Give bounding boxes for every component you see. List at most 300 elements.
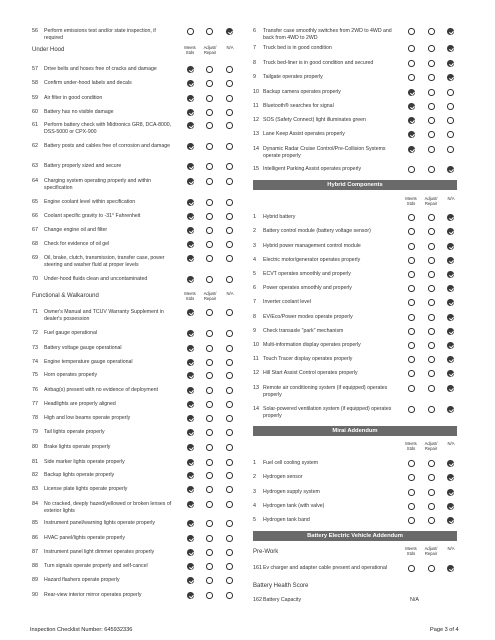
section-title-under-hood: Under Hood [32,47,65,53]
item-number: 78 [32,415,38,421]
item-number: 6 [253,28,256,34]
adjust-repair-radio[interactable] [428,257,435,264]
na-radio[interactable] [226,359,233,366]
na-radio[interactable] [447,214,454,221]
item-text: Instrument panel/warning lights operate properly [44,520,156,526]
item-text: Tailgate operates properly [263,74,323,80]
adjust-repair-radio[interactable] [206,199,213,206]
section-title-prework: Pre-Work [253,549,279,555]
adjust-repair-radio[interactable] [428,342,435,349]
na-radio[interactable] [447,342,454,349]
na-radio[interactable] [226,109,233,116]
na-radio[interactable] [226,227,233,234]
na-radio[interactable] [447,166,454,173]
item-number: 63 [32,163,38,169]
adjust-repair-radio[interactable] [206,592,213,599]
adjust-repair-radio[interactable] [428,214,435,221]
adjust-repair-radio[interactable] [206,309,213,316]
item-text: Battery voltage gauge operational [44,345,122,351]
meets-stds-radio[interactable] [408,370,415,377]
na-radio[interactable] [447,117,454,124]
item-text: Horn operates properly [44,372,98,378]
adjust-repair-radio[interactable] [206,535,213,542]
adjust-repair-radio[interactable] [428,74,435,81]
item-number: 2 [253,474,256,480]
section-title-battery-health: Battery Health Score [253,583,309,589]
item-number: 162 [253,597,262,603]
na-radio[interactable] [447,370,454,377]
adjust-repair-radio[interactable] [206,501,213,508]
meets-stds-radio[interactable] [187,486,194,493]
item-text: Airbag(s) present with no evidence of deployment [44,387,158,393]
na-radio[interactable] [226,549,233,556]
adjust-repair-radio[interactable] [206,66,213,73]
meets-stds-radio[interactable] [408,257,415,264]
meets-stds-radio[interactable] [187,227,194,234]
meets-stds-radio[interactable] [187,372,194,379]
meets-stds-radio[interactable] [408,314,415,321]
item-number: 74 [32,359,38,365]
na-radio[interactable] [226,345,233,352]
adjust-repair-radio[interactable] [206,227,213,234]
adjust-repair-radio[interactable] [428,89,435,96]
adjust-repair-radio[interactable] [206,345,213,352]
item-number: 72 [32,330,38,336]
item-number: 7 [253,299,256,305]
item-number: 88 [32,563,38,569]
meets-stds-radio[interactable] [187,28,194,35]
na-radio[interactable] [226,401,233,408]
meets-stds-radio[interactable] [408,342,415,349]
meets-stds-radio[interactable] [187,401,194,408]
meets-stds-radio[interactable] [408,565,415,572]
meets-stds-radio[interactable] [408,60,415,67]
item-text: Oil, brake, clutch, transmission, transfer case, power steering and washer fluid at proper levels [44,255,165,268]
section-bar-hybrid: Hybrid Components [253,180,457,190]
adjust-repair-radio[interactable] [428,406,435,413]
meets-stds-radio[interactable] [187,472,194,479]
item-number: 13 [253,385,259,391]
na-radio[interactable] [226,163,233,170]
meets-stds-radio[interactable] [408,517,415,524]
meets-stds-radio[interactable] [187,66,194,73]
item-number: 8 [253,314,256,320]
adjust-repair-radio[interactable] [206,330,213,337]
adjust-repair-radio[interactable] [428,370,435,377]
na-radio[interactable] [226,276,233,283]
na-radio[interactable] [447,243,454,250]
item-number: 64 [32,178,38,184]
na-radio[interactable] [226,415,233,422]
meets-stds-radio[interactable] [408,214,415,221]
item-text: Battery has no visible damage [44,109,114,115]
meets-stds-radio[interactable] [408,146,415,153]
meets-stds-radio[interactable] [187,415,194,422]
meets-stds-radio[interactable] [187,563,194,570]
meets-stds-radio[interactable] [187,143,194,150]
na-radio[interactable] [447,356,454,363]
na-radio[interactable] [226,501,233,508]
item-text: Air filter in good condition [44,95,103,101]
adjust-repair-radio[interactable] [206,401,213,408]
adjust-repair-radio[interactable] [206,178,213,185]
na-radio[interactable] [226,330,233,337]
na-radio[interactable] [447,517,454,524]
meets-stds-header: Meets Stds [184,45,196,55]
item-number: 1 [253,460,256,466]
adjust-repair-radio[interactable] [206,122,213,129]
na-radio[interactable] [226,66,233,73]
na-radio[interactable] [447,489,454,496]
item-text: Rear-view interior mirror operates properly [44,592,142,598]
item-number: 6 [253,285,256,291]
item-number: 10 [253,89,259,95]
na-radio[interactable] [447,74,454,81]
na-radio[interactable] [226,213,233,220]
na-radio[interactable] [447,257,454,264]
item-text: Drive belts and hoses free of cracks and damage [44,66,157,72]
meets-stds-radio[interactable] [187,255,194,262]
adjust-repair-radio[interactable] [206,372,213,379]
item-text: Inverter coolant level [263,299,311,305]
meets-stds-radio[interactable] [187,163,194,170]
adjust-repair-header: Adjust/ Repair [424,546,438,556]
na-radio[interactable] [226,459,233,466]
na-radio[interactable] [226,387,233,394]
meets-stds-radio[interactable] [408,385,415,392]
meets-stds-radio[interactable] [187,359,194,366]
na-header: N/A [226,291,234,296]
item-number: 66 [32,213,38,219]
meets-stds-radio[interactable] [187,199,194,206]
meets-stds-radio[interactable] [187,577,194,584]
item-text: EV/Eco/Power modes operate properly [263,314,353,320]
na-radio[interactable] [447,474,454,481]
adjust-repair-radio[interactable] [206,472,213,479]
meets-stds-radio[interactable] [408,406,415,413]
adjust-repair-radio[interactable] [206,28,213,35]
adjust-repair-radio[interactable] [428,299,435,306]
meets-stds-radio[interactable] [187,549,194,556]
na-radio[interactable] [226,592,233,599]
item-number: 5 [253,271,256,277]
meets-stds-radio[interactable] [187,501,194,508]
adjust-repair-radio[interactable] [206,563,213,570]
meets-stds-radio[interactable] [187,213,194,220]
na-radio[interactable] [447,60,454,67]
item-text: Electric motor/generator operates properly [263,257,361,263]
item-number: 4 [253,257,256,263]
item-number: 15 [253,166,259,172]
meets-stds-radio[interactable] [187,387,194,394]
adjust-repair-radio[interactable] [428,503,435,510]
item-text: Engine coolant level within specification [44,199,136,205]
item-text: ECVT operates smoothly and properly [263,271,351,277]
item-number: 59 [32,95,38,101]
item-number: 86 [32,535,38,541]
item-text: Hybrid power management control module [263,243,361,249]
adjust-repair-radio[interactable] [428,565,435,572]
item-number: 3 [253,243,256,249]
na-radio[interactable] [447,228,454,235]
item-number: 10 [253,342,259,348]
meets-stds-radio[interactable] [187,330,194,337]
item-text: Remote air conditioning system (if equipped) operates properly [263,385,388,398]
na-radio[interactable] [226,255,233,262]
item-number: 87 [32,549,38,555]
adjust-repair-radio[interactable] [428,489,435,496]
item-number: 8 [253,60,256,66]
adjust-repair-radio[interactable] [206,359,213,366]
na-radio[interactable] [226,520,233,527]
adjust-repair-radio[interactable] [428,60,435,67]
item-text: Hydrogen supply system [263,489,320,495]
na-radio[interactable] [447,385,454,392]
meets-stds-radio[interactable] [187,109,194,116]
adjust-repair-radio[interactable] [206,459,213,466]
na-radio[interactable] [226,80,233,87]
adjust-repair-radio[interactable] [428,314,435,321]
adjust-repair-radio[interactable] [428,45,435,52]
adjust-repair-radio[interactable] [428,385,435,392]
page-number: Page 3 of 4 [430,627,459,633]
meets-stds-radio[interactable] [408,503,415,510]
na-radio[interactable] [447,271,454,278]
adjust-repair-radio[interactable] [206,520,213,527]
na-radio[interactable] [226,122,233,129]
na-radio[interactable] [226,563,233,570]
meets-stds-radio[interactable] [408,489,415,496]
item-text: Brake lights operate properly [44,444,111,450]
item-number: 90 [32,592,38,598]
na-radio[interactable] [447,285,454,292]
adjust-repair-radio[interactable] [206,549,213,556]
na-radio[interactable] [226,143,233,150]
na-header: N/A [226,45,234,50]
adjust-repair-radio[interactable] [206,577,213,584]
adjust-repair-radio[interactable] [428,328,435,335]
item-text: Check for evidence of oil gel [44,241,110,247]
meets-stds-radio[interactable] [408,45,415,52]
meets-stds-radio[interactable] [408,89,415,96]
na-radio[interactable] [226,309,233,316]
item-text: Power operates smoothly and properly [263,285,352,291]
item-number: 1 [253,214,256,220]
item-text: SOS (Safety Connect) light illuminates green [263,117,366,123]
item-number: 62 [32,143,38,149]
item-text: Truck bed is in good condition [263,45,332,51]
adjust-repair-radio[interactable] [428,474,435,481]
na-radio[interactable] [226,95,233,102]
na-radio[interactable] [226,472,233,479]
item-text: Backup camera operates properly [263,89,341,95]
item-text: Perform emissions test and/or state inspection, if required [44,28,156,41]
adjust-repair-radio[interactable] [206,276,213,283]
na-radio[interactable] [226,486,233,493]
item-number: 4 [253,503,256,509]
item-text: Battery control module (battery voltage sensor) [263,228,371,234]
adjust-repair-radio[interactable] [206,109,213,116]
na-radio[interactable] [447,406,454,413]
item-text: Hydrogen tank band [263,517,310,523]
meets-stds-radio[interactable] [187,429,194,436]
na-radio[interactable] [447,503,454,510]
meets-stds-radio[interactable] [408,285,415,292]
na-radio[interactable] [447,460,454,467]
checklist-number: Inspection Checklist Number: 645932336 [30,627,133,633]
adjust-repair-header: Adjust/ Repair [424,196,438,206]
item-number: 161 [253,565,262,571]
item-number: 11 [253,356,259,362]
item-text: Multi-information display operates properly [263,342,361,348]
na-radio[interactable] [226,178,233,185]
adjust-repair-radio[interactable] [428,117,435,124]
meets-stds-radio[interactable] [187,520,194,527]
item-text: Battery posts and cables free of corrosion and damage [44,143,171,149]
adjust-repair-header: Adjust/ Repair [203,291,217,301]
na-radio[interactable] [226,372,233,379]
adjust-repair-radio[interactable] [428,285,435,292]
meets-stds-radio[interactable] [408,117,415,124]
item-number: 13 [253,131,259,137]
na-radio[interactable] [447,146,454,153]
meets-stds-radio[interactable] [187,80,194,87]
adjust-repair-radio[interactable] [206,213,213,220]
adjust-repair-header: Adjust/ Repair [424,441,438,451]
meets-stds-radio[interactable] [187,122,194,129]
meets-stds-radio[interactable] [408,243,415,250]
adjust-repair-radio[interactable] [206,241,213,248]
meets-stds-radio[interactable] [408,328,415,335]
meets-stds-radio[interactable] [187,95,194,102]
meets-stds-radio[interactable] [187,345,194,352]
section-title-functional-walkaround: Functional & Walkaround [32,293,99,299]
meets-stds-radio[interactable] [187,592,194,599]
adjust-repair-radio[interactable] [428,103,435,110]
na-radio[interactable] [447,28,454,35]
item-text: Under-hood fluids clean and uncontaminated [44,276,148,282]
meets-stds-radio[interactable] [408,299,415,306]
adjust-repair-radio[interactable] [428,166,435,173]
meets-stds-radio[interactable] [408,356,415,363]
adjust-repair-radio[interactable] [428,146,435,153]
meets-stds-radio[interactable] [187,444,194,451]
item-text: Fuel cell cooling system [263,460,319,466]
item-text: Bluetooth® searches for signal [263,103,334,109]
adjust-repair-radio[interactable] [428,271,435,278]
na-radio[interactable] [226,535,233,542]
meets-stds-header: Meets Stds [405,196,417,206]
meets-stds-radio[interactable] [408,28,415,35]
na-radio[interactable] [226,28,233,35]
item-text: License plate lights operate properly [44,486,128,492]
meets-stds-radio[interactable] [408,166,415,173]
meets-stds-radio[interactable] [408,228,415,235]
na-radio[interactable] [447,103,454,110]
adjust-repair-radio[interactable] [206,255,213,262]
na-radio[interactable] [447,45,454,52]
item-number: 69 [32,255,38,261]
adjust-repair-radio[interactable] [428,356,435,363]
meets-stds-radio[interactable] [408,131,415,138]
na-radio[interactable] [447,89,454,96]
adjust-repair-radio[interactable] [206,486,213,493]
item-text: Coolant specific gravity to -31° Fahrenheit [44,213,141,219]
na-radio[interactable] [226,429,233,436]
adjust-repair-radio[interactable] [206,429,213,436]
meets-stds-radio[interactable] [408,74,415,81]
meets-stds-radio[interactable] [408,460,415,467]
na-radio[interactable] [447,314,454,321]
item-text: Confirm under-hood labels and decals [44,80,132,86]
adjust-repair-radio[interactable] [206,143,213,150]
na-radio[interactable] [226,241,233,248]
meets-stds-radio[interactable] [187,459,194,466]
adjust-repair-radio[interactable] [428,243,435,250]
meets-stds-radio[interactable] [408,103,415,110]
na-radio[interactable] [447,565,454,572]
adjust-repair-radio[interactable] [428,460,435,467]
na-radio[interactable] [226,444,233,451]
item-number: 85 [32,520,38,526]
na-radio[interactable] [447,131,454,138]
adjust-repair-radio[interactable] [206,80,213,87]
item-text: Intelligent Parking Assist operates properly [263,166,362,172]
na-radio[interactable] [226,199,233,206]
adjust-repair-radio[interactable] [206,387,213,394]
meets-stds-radio[interactable] [187,309,194,316]
meets-stds-radio[interactable] [187,276,194,283]
meets-stds-header: Meets Stds [405,546,417,556]
adjust-repair-radio[interactable] [428,228,435,235]
adjust-repair-radio[interactable] [428,28,435,35]
adjust-repair-radio[interactable] [428,517,435,524]
item-text: High and low beams operate properly [44,415,131,421]
meets-stds-radio[interactable] [187,241,194,248]
na-radio[interactable] [447,328,454,335]
item-text: Perform battery check with Midtronics GR8, DCA-8000, DSS-5000 or CPX-900 [44,122,172,135]
adjust-repair-radio[interactable] [206,415,213,422]
item-text: Hill Start Assist Control operates properly [263,370,358,376]
item-text: Charging system operating properly and within specification [44,178,151,191]
na-radio[interactable] [226,577,233,584]
adjust-repair-radio[interactable] [206,95,213,102]
na-header: N/A [447,441,455,446]
meets-stds-header: Meets Stds [184,291,196,301]
meets-stds-radio[interactable] [408,474,415,481]
meets-stds-radio[interactable] [408,271,415,278]
item-text: Check transaxle "park" mechanism [263,328,344,334]
item-number: 84 [32,501,38,507]
item-text: Truck bed-liner is in good condition and secured [263,60,374,66]
item-text: Hydrogen tank (with valve) [263,503,325,509]
meets-stds-radio[interactable] [187,178,194,185]
item-text: Transfer case smoothly switches from 2WD to 4WD and back from 4WD to 2WD [263,28,392,41]
adjust-repair-radio[interactable] [206,444,213,451]
meets-stds-radio[interactable] [187,535,194,542]
adjust-repair-radio[interactable] [206,163,213,170]
item-number: 3 [253,489,256,495]
item-number: 14 [253,406,259,412]
item-number: 79 [32,429,38,435]
item-number: 7 [253,45,256,51]
section-bar-bev: Battery Electric Vehicle Addendum [253,531,457,541]
item-number: 89 [32,577,38,583]
adjust-repair-radio[interactable] [428,131,435,138]
na-radio[interactable] [447,299,454,306]
meets-stds-header: Meets Stds [405,441,417,451]
item-text: Hazard flashers operate properly [44,577,120,583]
